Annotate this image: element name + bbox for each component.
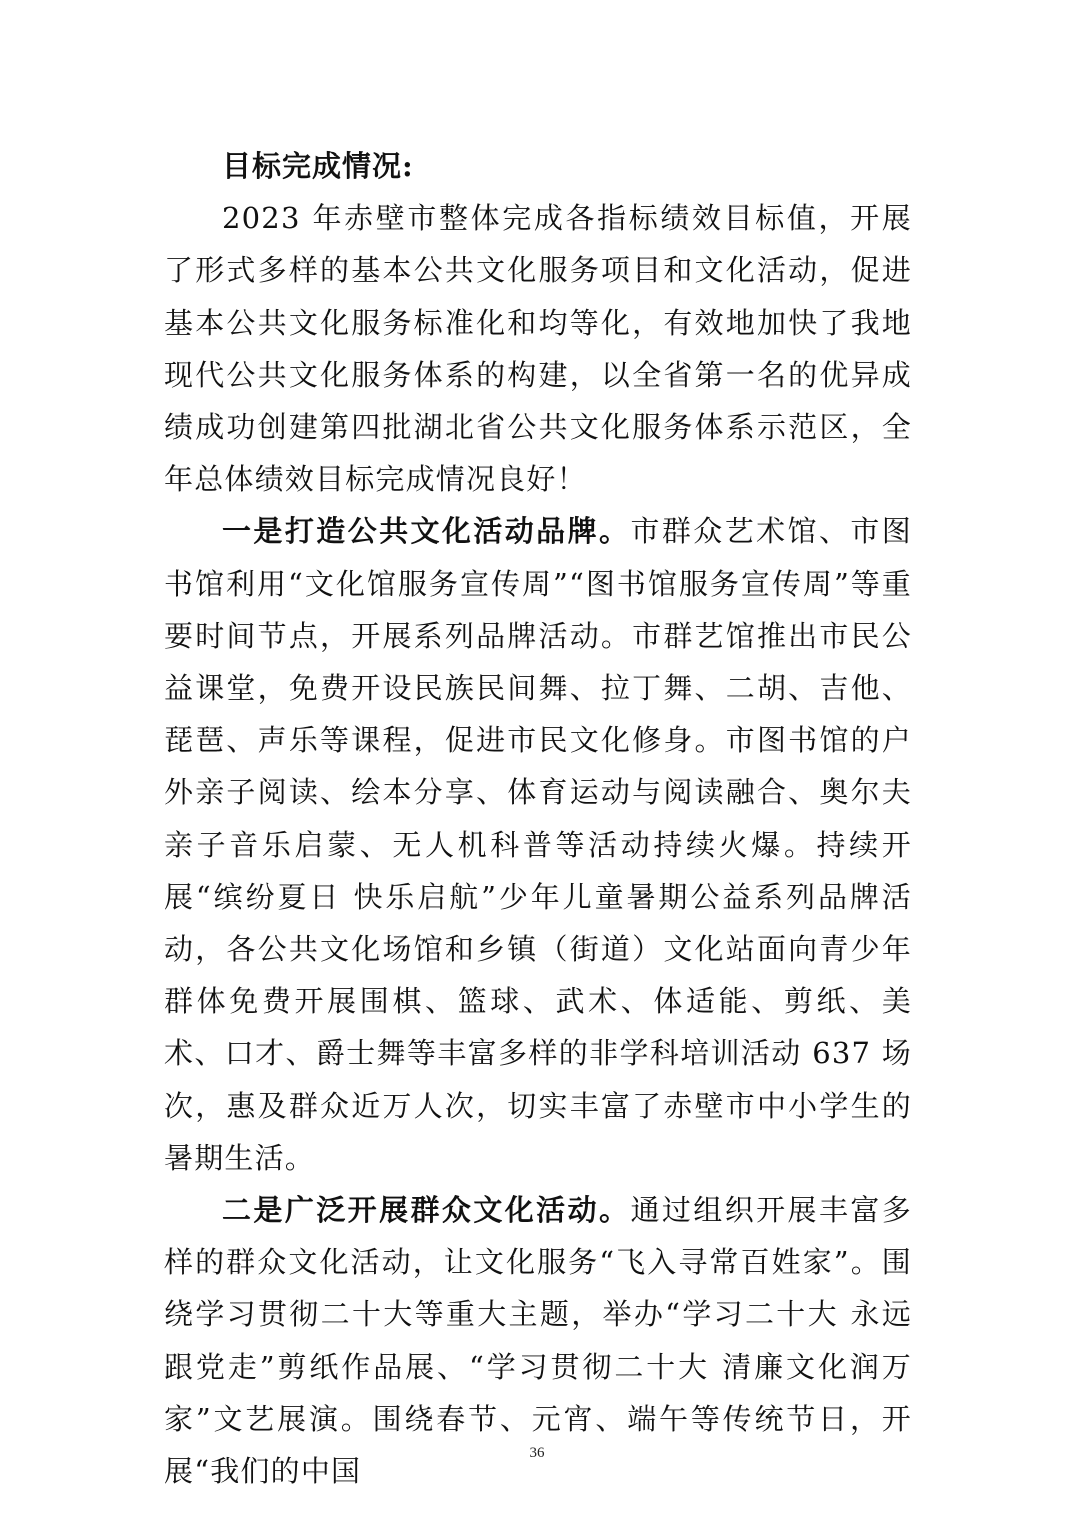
paragraph-summary bbox=[164, 192, 912, 505]
paragraph-lead: 一是打造公共文化活动品牌。 bbox=[222, 514, 631, 549]
paragraph-text: 2023 年赤壁市整体完成各指标绩效目标值，开展了形式多样的基本公共文化服务项目和文化活动，促进基本公共文化服务标准化和均等化，有效地加快了我地现代公共文化服务体系的构建，以全省第一名的优异成绩成功创建第四批湖北省公共文化服务体系示范区，全年总体绩效目标完成情况良好！ bbox=[164, 201, 912, 497]
page-number: 36 bbox=[529, 1445, 545, 1461]
paragraph-text: 通过组织开展丰富多样的群众文化活动，让文化服务“飞入寻常百姓家”。围绕学习贯彻二十大等重大主题，举办“学习二十大 永远跟党走”剪纸作品展、“学习贯彻二十大 清廉文化润万家”文艺展演。围绕春节、元宵、端午等传统节日，开展“我们的中国 bbox=[164, 1193, 912, 1489]
paragraph-lead: 二是广泛开展群众文化活动。 bbox=[222, 1193, 631, 1228]
section-heading: 目标完成情况: bbox=[222, 149, 414, 183]
paragraph-text: 市群众艺术馆、市图书馆利用“文化馆服务宣传周”“图书馆服务宣传周”等重要时间节点，开展系列品牌活动。市群艺馆推出市民公益课堂，免费开设民族民间舞、拉丁舞、二胡、吉他、琵琶、声乐等课程，促进市民文化修身。市图书馆的户外亲子阅读、绘本分享、体育运动与阅读融合、奥尔夫亲子音乐启蒙、无人机科普等活动持续火爆。持续开展“缤纷夏日 快乐启航”少年儿童暑期公益系列品牌活动，各公共文化场馆和乡镇（街道）文化站面向青少年群体免费开展围棋、篮球、武术、体适能、剪纸、美术、口才、爵士舞等丰富多样的非学科培训活动 637 场次，惠及群众近万人次，切实丰富了赤壁市中小学生的暑期生活。 bbox=[164, 514, 912, 1175]
paragraph-brand-activities bbox=[164, 505, 912, 1184]
